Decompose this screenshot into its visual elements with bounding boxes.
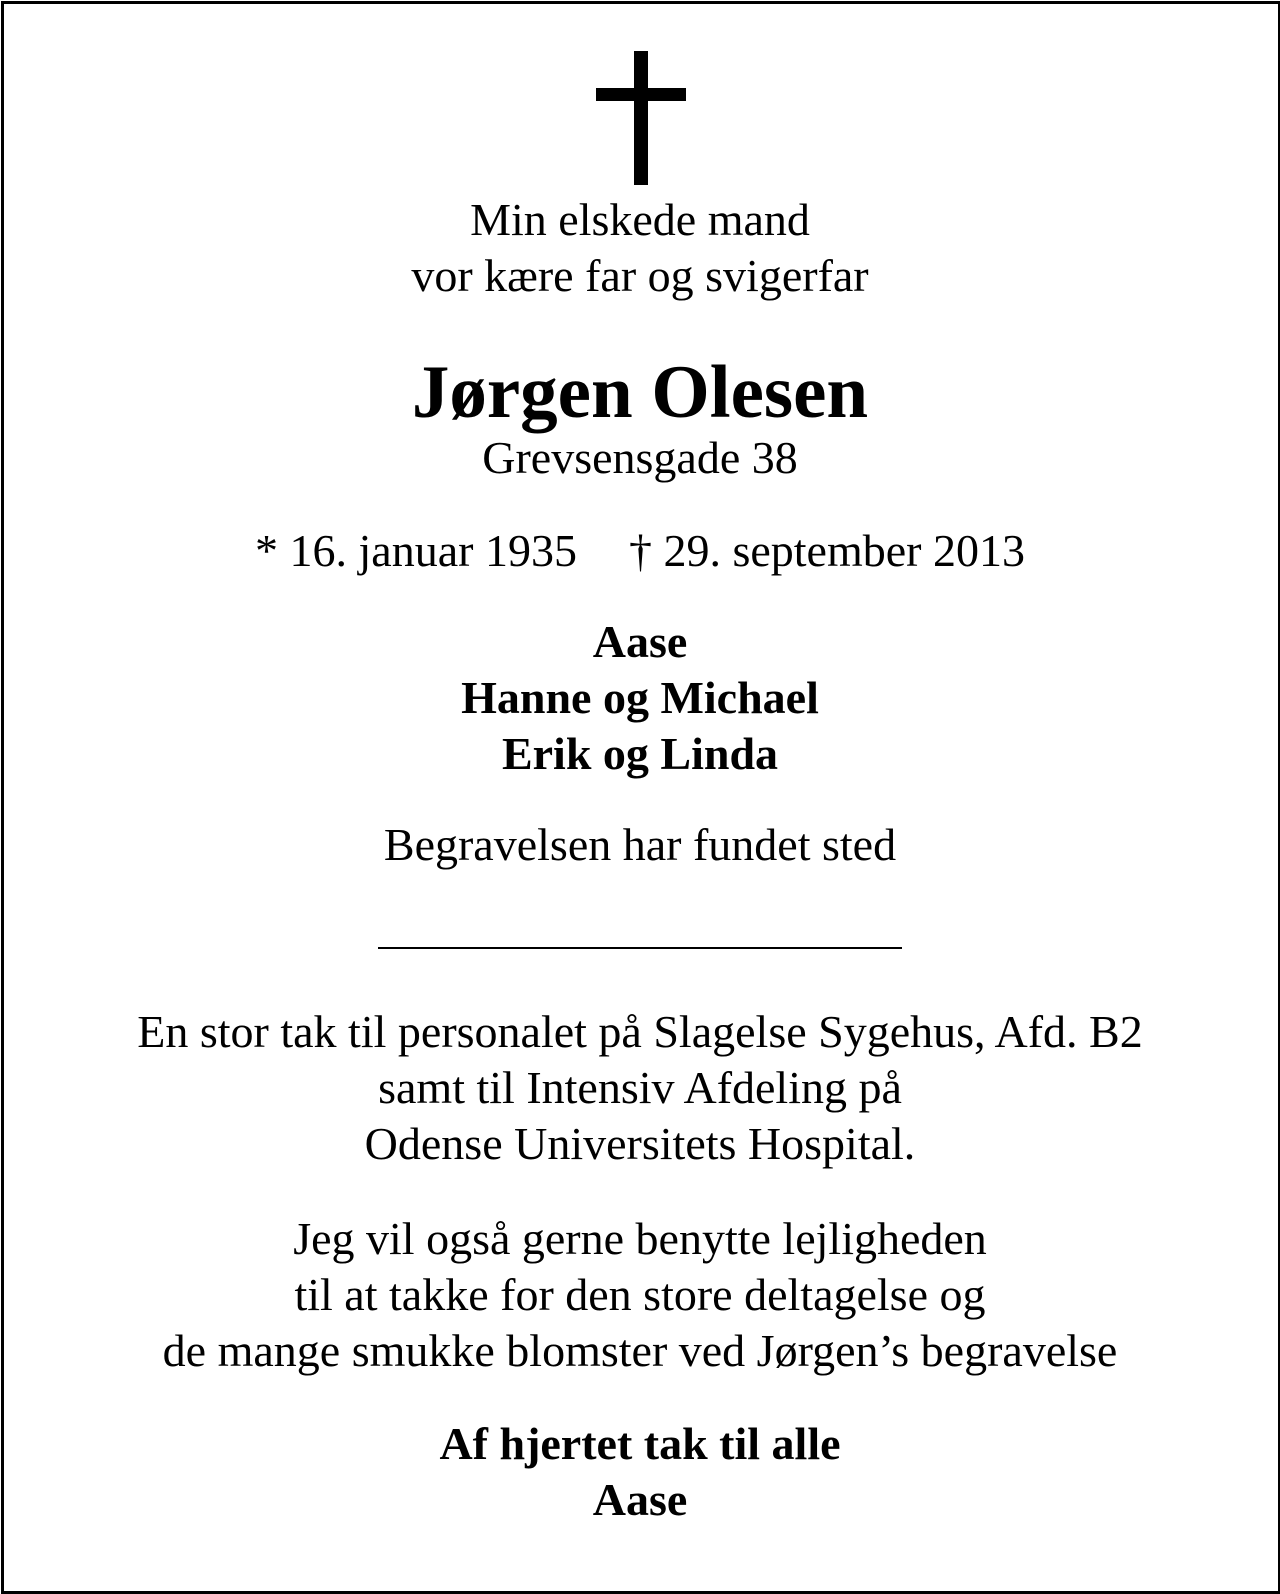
thanks-line: Jeg vil også gerne benytte lejligheden — [293, 1213, 987, 1264]
intro-line-1: Min elskede mand — [470, 194, 810, 245]
death-date: † 29. september 2013 — [628, 525, 1025, 576]
thanks-line: En stor tak til personalet på Slagelse Sygehus, Afd. B2 — [137, 1006, 1143, 1057]
signature: Aase — [592, 1474, 688, 1525]
life-dates — [0, 525, 1280, 576]
intro-line-2: vor kære far og svigerfar — [411, 250, 869, 301]
deceased-address: Grevsensgade 38 — [482, 432, 798, 483]
family-member: Aase — [592, 616, 688, 667]
divider-line — [378, 947, 902, 949]
cross-icon — [596, 51, 686, 185]
deceased-name: Jørgen Olesen — [411, 351, 869, 434]
thanks-line: samt til Intensiv Afdeling på — [378, 1062, 902, 1113]
family-member: Hanne og Michael — [461, 672, 819, 723]
thanks-line: til at takke for den store deltagelse og — [294, 1269, 986, 1320]
thanks-line: Odense Universitets Hospital. — [364, 1118, 916, 1169]
birth-date: * 16. januar 1935 — [255, 525, 577, 576]
closing-line: Af hjertet tak til alle — [439, 1418, 841, 1469]
family-member: Erik og Linda — [501, 728, 779, 779]
funeral-note: Begravelsen har fundet sted — [383, 819, 897, 870]
thanks-line: de mange smukke blomster ved Jørgen’s begravelse — [162, 1325, 1118, 1376]
